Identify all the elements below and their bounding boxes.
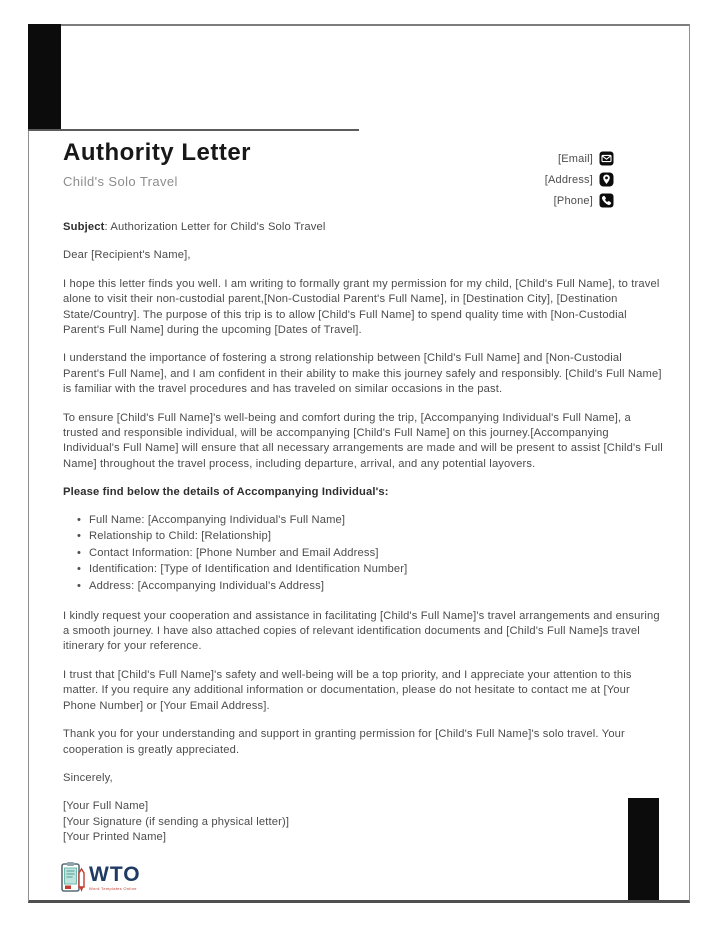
paragraph: I hope this letter finds you well. I am writing to formally grant my permission for my child, [Child's Full Name], to travel alone to visit their non-custodial parent,[Non-Custodial Parent's Full Name], in [Destination City], [Destination State/Country]. The purpose of this trip is to allow [Child's Full Name] to spend quality time with [Non-Custodial Parent's Full Name] during the upcoming [Dates of Travel]. xyxy=(63,277,660,337)
paragraph: I trust that [Child's Full Name]'s safety and well-being will be a top priority, and I appreciate your attention to this matter. If you require any additional information or documentation, please do not hesitate to contact me at [Your Phone Number] or [Your Email Address]. xyxy=(63,668,632,712)
letter-page xyxy=(28,24,690,903)
letter-body xyxy=(63,220,664,846)
signature-line: [Your Printed Name] xyxy=(63,831,167,844)
list-item: • Full Name: [Accompanying Individual's Full Name] xyxy=(77,512,664,529)
top-left-accent-bar xyxy=(28,24,61,129)
email-icon xyxy=(599,151,614,166)
subject-line xyxy=(63,220,664,235)
address-placeholder-label: [Address] xyxy=(544,173,593,186)
paragraph: I understand the importance of fostering a strong relationship between [Child's Full Name] and [Non-Custodial Parent's Full Name], and I am confident in their ability to make this journey safely and responsibly. [Child's Full Name] is familiar with the travel procedures and has traveled on similar occasions in the past. xyxy=(63,352,662,396)
salutation: Dear [Recipient's Name], xyxy=(63,249,191,262)
accompanying-details-list xyxy=(77,512,664,595)
logo-text: WTO xyxy=(89,863,141,886)
signature-line: [Your Full Name] xyxy=(63,800,149,813)
list-item: • Contact Information: [Phone Number and Email Address] xyxy=(77,545,664,562)
page-title: Authority Letter xyxy=(63,139,251,166)
paragraph: Thank you for your understanding and support in granting permission for [Child's Full Name]'s solo travel. Your cooperation is greatly appreciated. xyxy=(63,728,625,756)
document-header xyxy=(63,139,251,189)
contact-row-phone xyxy=(545,190,614,211)
paragraph: I kindly request your cooperation and assistance in facilitating [Child's Full Name]'s travel arrangements and ensuring a smooth journey. I have also attached copies of relevant identification documents and [Child's Full Name]s travel itinerary for your reference. xyxy=(63,609,660,653)
list-item: • Address: [Accompanying Individual's Address] xyxy=(77,578,664,595)
paragraph: To ensure [Child's Full Name]'s well-being and comfort during the trip, [Accompanying Individual's Full Name], a trusted and responsible individual, will be accompanying [Child's Full Name] on this journey.[Accompanying Individual's Full Name] will ensure that all necessary arrangements are made and will be present to assist [Child's Full Name] throughout the travel process, including departure, arrival, and any potential layovers. xyxy=(63,411,663,470)
subject-label: Subject xyxy=(63,221,105,233)
location-icon xyxy=(599,172,614,187)
contact-row-address xyxy=(545,169,614,190)
phone-icon xyxy=(599,193,614,208)
logo-text-wrap xyxy=(89,865,141,891)
subject-text: : Authorization Letter for Child's Solo Travel xyxy=(104,221,326,233)
contact-row-email xyxy=(545,148,614,169)
details-heading: Please find below the details of Accompanying Individual's: xyxy=(63,486,389,499)
email-placeholder-label: [Email] xyxy=(557,152,593,165)
wto-logo xyxy=(60,861,141,895)
logo-tagline: Word Templates Online xyxy=(89,886,137,891)
phone-placeholder-label: [Phone] xyxy=(553,194,593,207)
contact-block xyxy=(545,148,614,211)
list-item: • Identification: [Type of Identification and Identification Number] xyxy=(77,561,664,578)
list-item: • Relationship to Child: [Relationship] xyxy=(77,528,664,545)
page-subtitle: Child's Solo Travel xyxy=(63,174,178,189)
clipboard-pencil-icon xyxy=(60,861,86,895)
bottom-right-accent-bar xyxy=(628,798,659,900)
signature-line: [Your Signature (if sending a physical letter)] xyxy=(63,815,290,828)
signoff: Sincerely, xyxy=(63,771,113,784)
title-divider-line xyxy=(28,129,359,131)
